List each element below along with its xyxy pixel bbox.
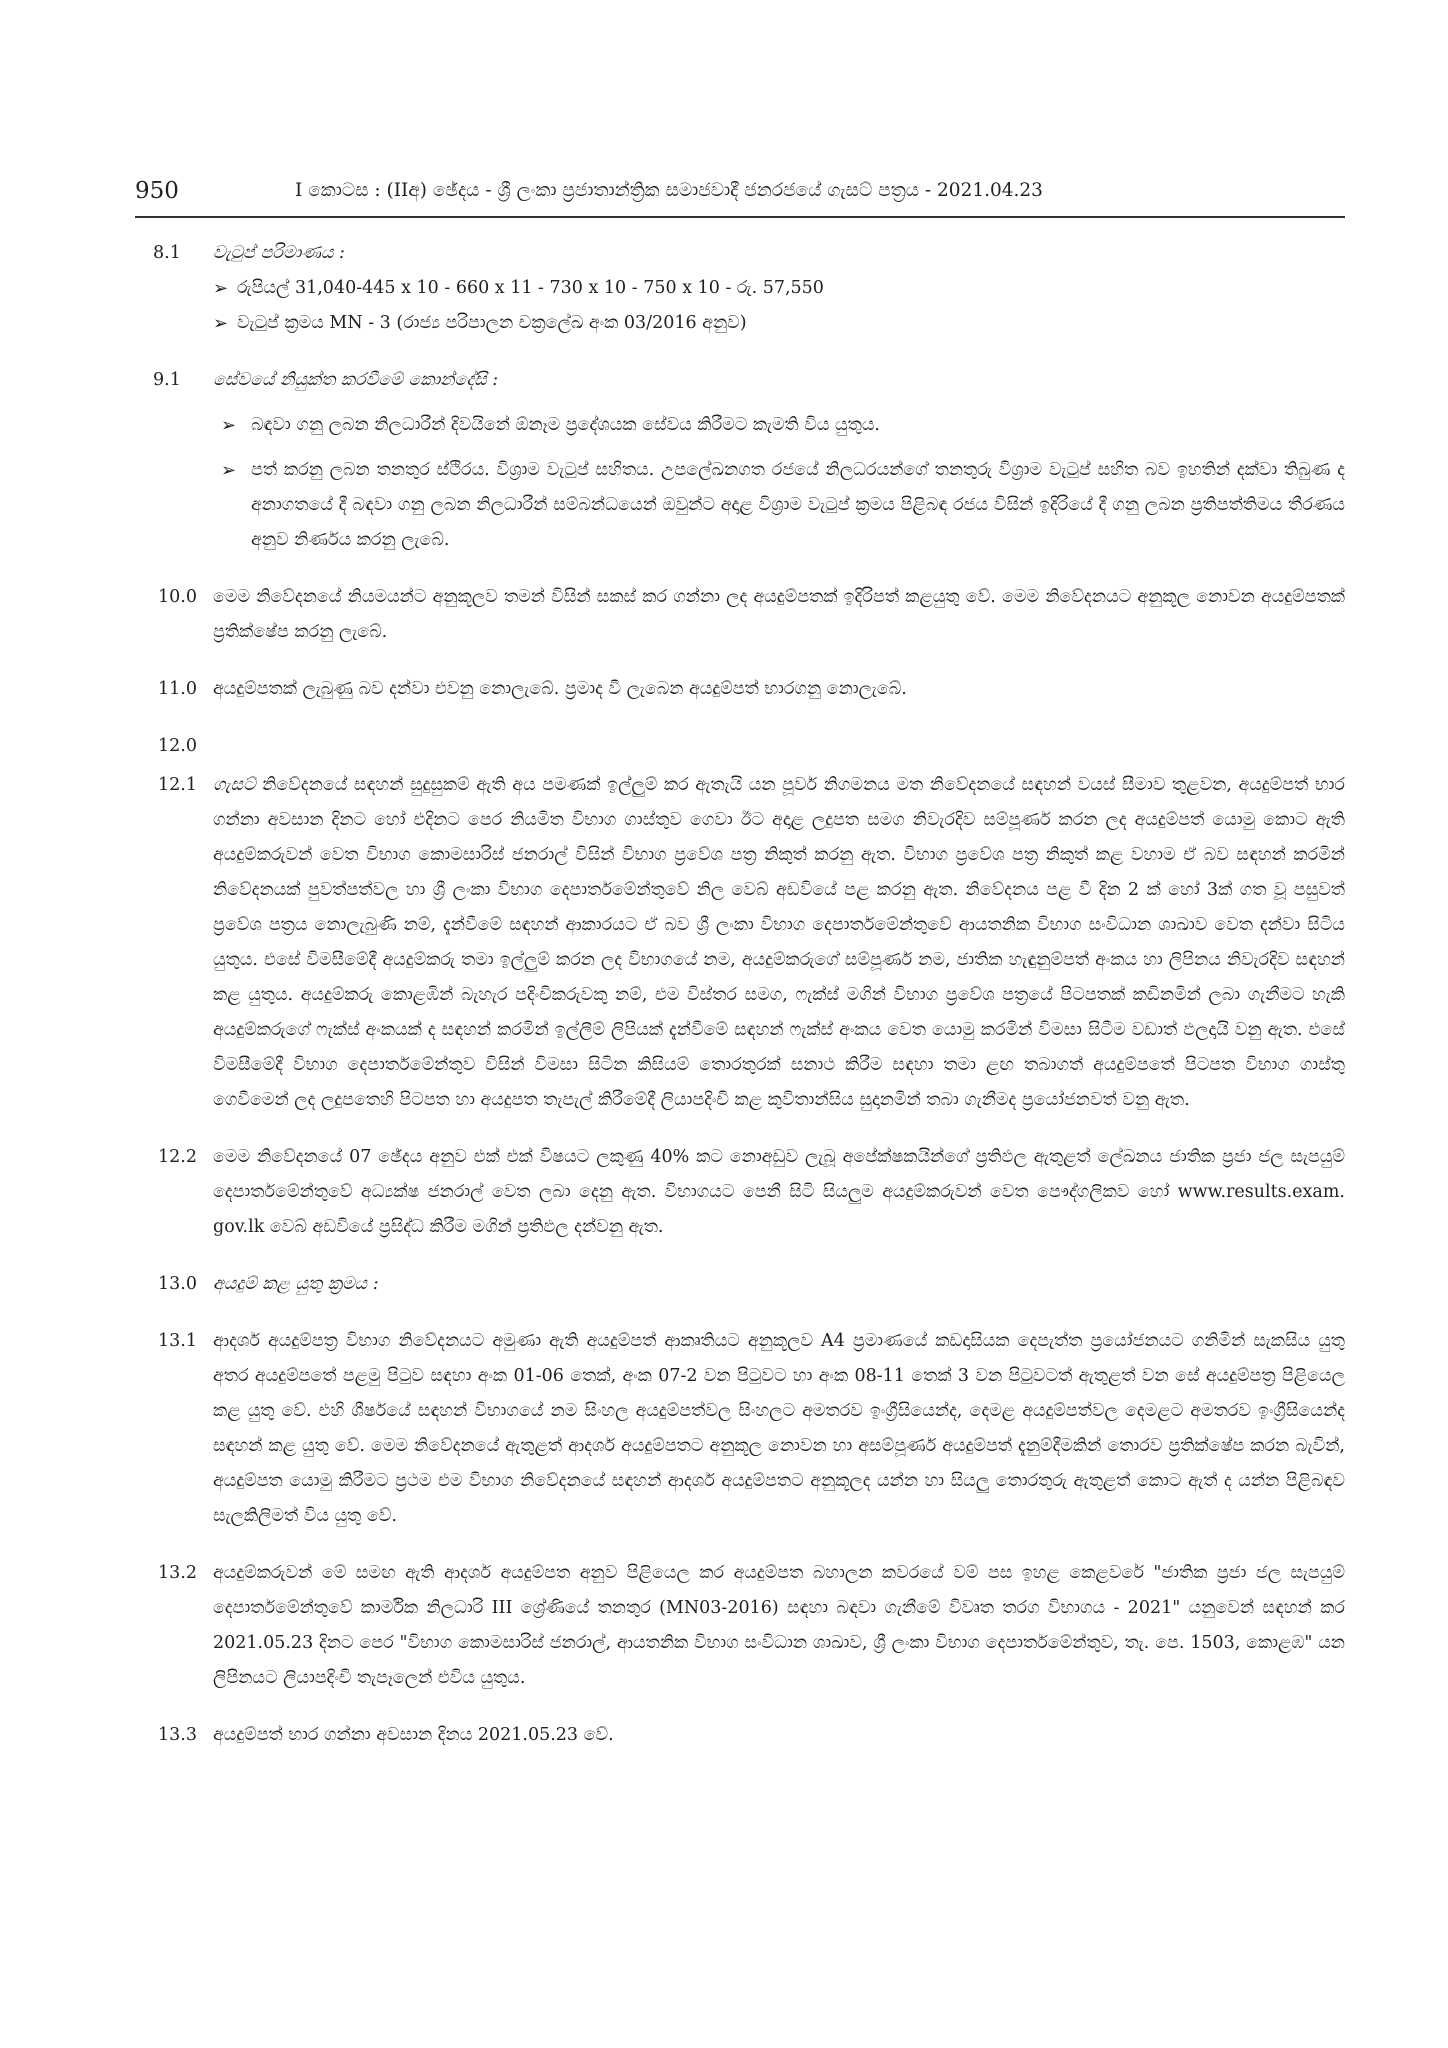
section-number: 12.1 xyxy=(158,775,197,795)
document-body xyxy=(135,232,1345,1753)
section-8-1 xyxy=(135,236,1345,341)
section-text: ආදර්ශ අයදුම්පත්‍ර විභාග නිවේදනයට අමුණා ඇති අයදුම්පත් ආකෘතියට අනුකූලව A4 ප්‍රමාණයේ කඩදාසියක දෙපැත්ත ප්‍රයෝජනයට ගනිමින් සැකසිය යුතු අතර අයදුම්පතේ පළමු පිටුව සඳහා අංක 01-06 තෙක්, අංක 07-2 වන පිටුවට හා අංක 08-11 තෙක් 3 වන පිටුවටත් ඇතුළත් වන සේ අයදුම්පත්‍ර පිළියෙල කළ යුතු වේ. එහි ශීර්ෂයේ සඳහන් විභාගයේ නම සිංහල අයදුම්පත්වල සිංහලට අමතරව ඉංග්‍රීසියෙන්ද, දෙමළ අයදුම්පත්වල දෙමළට අමතරව ඉංග්‍රීසියෙන්ද සඳහන් කළ යුතු වේ. මෙම නිවේදනයේ ඇතුළත් ආදර්ශ අයදුම්පතට අනුකූල නොවන හා අසම්පූර්ණ අයදුම්පත් දැනුම්දීමකින් තොරව ප්‍රතික්ෂේප කරන බැවින්, අයදුම්පත යොමු කිරීමට ප්‍රථම එම විභාග නිවේදනයේ සඳහන් ආදර්ශ අයදුම්පතට අනුකූලද යන්න හා සියලු තොරතුරු ඇතුළත් කොට ඇත් ද යන්න පිළිබඳව සැලකිලිමත් විය යුතු වේ. xyxy=(213,1331,1345,1526)
bullet-text: රුපියල් 31,040-445 x 10 - 660 x 11 - 730 x 10 - 750 x 10 - රු. 57,550 xyxy=(237,278,824,298)
section-9-1 xyxy=(135,363,1345,558)
header-rule xyxy=(135,216,1345,218)
section-13-3 xyxy=(135,1718,1345,1753)
bullet-item xyxy=(213,453,1345,558)
arrow-bullet-icon: ➢ xyxy=(213,278,229,299)
section-number: 13.0 xyxy=(158,1274,197,1294)
section-11-0 xyxy=(135,672,1345,707)
bullet-text: වැටුප් ක්‍රමය MN - 3 (රාජ්‍ය පරිපාලන චක්‍රලේඛ අංක 03/2016 අනුව) xyxy=(237,313,747,333)
section-text: අයදුම්කරුවන් මේ සමඟ ඇති ආදර්ශ අයදුම්පත අනුව පිළියෙල කර අයදුම්පත බහාලන කවරයේ වම් පස ඉහළ කෙළවරේ "ජාතික ප්‍රජා ජල සැපයුම් දෙපාර්තමේන්තුවේ කාර්මික නිලධාරි III ශ්‍රේණියේ තනතුර (MN03-2016) සඳහා බඳවා ගැනීමේ විවෘත තරග විභාගය - 2021" යනුවෙන් සඳහන් කර 2021.05.23 දිනට පෙර "විභාග කොමසාරිස් ජනරාල්, ආයතනික විභාග සංවිධාන ශාඛාව, ශ්‍රී ලංකා විභාග දෙපාර්තමේන්තුව, තැ. පෙ. 1503, කොළඹ" යන ලිපිනයට ලියාපදිංචි තැපෑලෙන් එවිය යුතුය. xyxy=(213,1563,1345,1688)
section-title: අයදුම් කළ යුතු ක්‍රමය : xyxy=(213,1274,379,1294)
section-number: 13.3 xyxy=(158,1725,197,1745)
section-text: අයදුම්පතක් ලැබුණු බව දන්වා එවනු නොලැබේ. ප්‍රමාද වී ලැබෙන අයදුම්පත් භාරගනු නොලැබේ. xyxy=(213,679,907,699)
section-text: මෙම නිවේදනයේ 07 ඡේදය අනුව එක් එක් විෂයට ලකුණු 40% කට නොඅඩුව ලැබූ අපේක්ෂකයින්ගේ ප්‍රතිඵල ඇතුළත් ලේඛනය ජාතික ප්‍රජා ජල සැපයුම් දෙපාර්තමේන්තුවේ අධ්‍යක්ෂ ජනරාල් වෙත ලබා දෙනු ඇත. විභාගයට පෙනී සිටි සියලුම අයදුම්කරුවන් වෙත පෞද්ගලිකව හෝ www.results.exam. gov.lk වෙබ් අඩවියේ ප්‍රසිද්ධ කිරීම මගින් ප්‍රතිඵල දන්වනු ඇත. xyxy=(213,1147,1345,1237)
bullet-item xyxy=(213,271,1345,306)
section-text: අයදුම්පත් භාර ගන්නා අවසාන දිනය 2021.05.23 වේ. xyxy=(213,1725,614,1745)
section-number: 11.0 xyxy=(158,679,197,699)
section-13-1 xyxy=(135,1324,1345,1534)
bullet-text: පත් කරනු ලබන තනතුර ස්ථිරය. විශ්‍රාම වැටුප් සහිතය. උපලේඛනගත රජයේ නිලධරයන්ගේ තනතුරු විශ්‍රාම වැටුප් සහිත බව ඉහතින් දක්වා තිබුණ ද අනාගතයේ දී බඳවා ගනු ලබන නිලධාරීන් සම්බන්ධයෙන් ඔවුන්ට අදාළ විශ්‍රාම වැටුප් ක්‍රමය පිළිබඳ රජය විසින් ඉදිරියේ දී ගනු ලබන ප්‍රතිපත්තිමය තීරණය අනුව නිර්ණය කරනු ලැබේ. xyxy=(251,460,1345,550)
section-10-0 xyxy=(135,580,1345,650)
section-text: මෙම නිවේදනයේ නියමයන්ට අනුකූලව තමන් විසින් සකස් කර ගන්නා ලද අයදුම්පතක් ඉදිරිපත් කළයුතු වේ. මෙම නිවේදනයට අනුකූල නොවන අයදුම්පතක් ප්‍රතික්ෂේප කරනු ලැබේ. xyxy=(213,587,1345,642)
section-12-2 xyxy=(135,1140,1345,1245)
section-number: 13.2 xyxy=(158,1563,197,1583)
bullet-text: බඳවා ගනු ලබන නිලධාරීන් දිවයිනේ ඕනෑම ප්‍රදේශයක සේවය කිරීමට කැමති විය යුතුය. xyxy=(251,415,880,435)
section-number: 10.0 xyxy=(158,587,197,607)
arrow-bullet-icon: ➢ xyxy=(221,415,237,436)
bullet-item xyxy=(213,408,1345,443)
arrow-bullet-icon: ➢ xyxy=(221,460,237,481)
arrow-bullet-icon: ➢ xyxy=(213,313,229,334)
running-header: I කොටස : (IIඅ) ඡේදය - ශ්‍රී ලංකා ප්‍රජාතාන්ත්‍රික සමාජවාදී ජනරජයේ ගැසට් පත්‍රය - 2021.04.23 xyxy=(295,180,1043,201)
section-number: 12.2 xyxy=(158,1147,197,1167)
section-lead-word: ගැසට් xyxy=(213,775,256,795)
section-number: 12.0 xyxy=(158,736,197,756)
section-body: නිවේදනයේ සඳහන් සුදුසුකම් ඇති අය පමණක් ඉල්ලුම් කර ඇතැයි යන පූර්ව නිගමනය මත නිවේදනයේ සඳහන් වයස් සීමාව තුළවන, අයදුම්පත් භාර ගන්නා අවසාන දිනට හෝ එදිනට පෙර නියමිත විභාග ගාස්තුව ගෙවා ඊට අදාළ ලදුපත සමග නිවැරදිව සම්පූර්ණ කරන ලද අයදුම්පත් යොමු කොට ඇති අයදුම්කරුවන් වෙත විභාග කොමසාරිස් ජනරාල් විසින් විභාග ප්‍රවේශ පත්‍ර නිකුත් කරනු ඇත. විභාග ප්‍රවේශ පත්‍ර නිකුත් කළ වහාම ඒ බව සඳහන් කරමින් නිවේදනයක් පුවත්පත්වල හා ශ්‍රී ලංකා විභාග දෙපාර්තමේන්තුවේ නිල වෙබ් අඩවියේ පළ කරනු ඇත. නිවේදනය පළ වී දින 2 ක් හෝ 3ක් ගත වූ පසුවත් ප්‍රවේශ පත්‍රය නොලැබුණි නම්, දැන්වීමේ සඳහන් ආකාරයට ඒ බව ශ්‍රී ලංකා විභාග දෙපාර්තමේන්තුවේ ආයතනික විභාග සංවිධාන ශාඛාව වෙත දන්වා සිටිය යුතුය. එසේ විමසීමේදී අයදුම්කරු තමා ඉල්ලුම් කරන ලද විභාගයේ නම, අයදුම්කරුගේ සම්පූර්ණ නම, ජාතික හැඳුනුම්පත් අංකය හා ලිපිනය නිවැරදිව සඳහන් කළ යුතුය. අයදුම්කරු කොළඹින් බැහැර පදිංචිකරුවකු නම්, එම විස්තර සමග, ෆැක්ස් මගින් විභාග ප්‍රවේශ පත්‍රයේ පිටපතක් කඩිනමින් ලබා ගැනීමට හැකි අයදුම්කරුගේ ෆැක්ස් අංකයක් ද සඳහන් කරමින් ඉල්ලීම් ලිපියක් දැන්වීමේ සඳහන් ෆැක්ස් අංකය වෙත යොමු කරමින් විමසා සිටීම වඩාත් ඵලදායි වනු ඇත. එසේ විමසීමේදී විභාග දෙපාර්තමේන්තුව විසින් විමසා සිටින කිසියම් තොරතුරක් සනාථ කිරීම සඳහා තමා ළඟ තබාගත් අයදුම්පතේ පිටපත විභාග ගාස්තු ගෙවීමෙන් ලද ලදුපතෙහි පිටපත හා අයදුපත තැපැල් කිරීමේදී ලියාපදිංචි කළ කුවිතාන්සිය සුදානමින් තබා ගැනීමද ප්‍රයෝජනවත් වනු ඇත. xyxy=(213,775,1345,1110)
section-text xyxy=(213,768,1345,1118)
bullet-item xyxy=(213,306,1345,341)
section-13-0 xyxy=(135,1267,1345,1302)
section-title: සේවයේ නියුක්ත කරවීමේ කොන්දේසි : xyxy=(213,370,499,390)
section-13-2 xyxy=(135,1556,1345,1696)
page-number: 950 xyxy=(135,178,179,204)
section-number: 13.1 xyxy=(158,1331,197,1351)
section-12-1 xyxy=(135,768,1345,1118)
section-number: 8.1 xyxy=(153,243,181,263)
section-number: 9.1 xyxy=(153,370,181,390)
section-12-0 xyxy=(135,729,1345,764)
section-title: වැටුප් පරිමාණය : xyxy=(213,243,345,263)
